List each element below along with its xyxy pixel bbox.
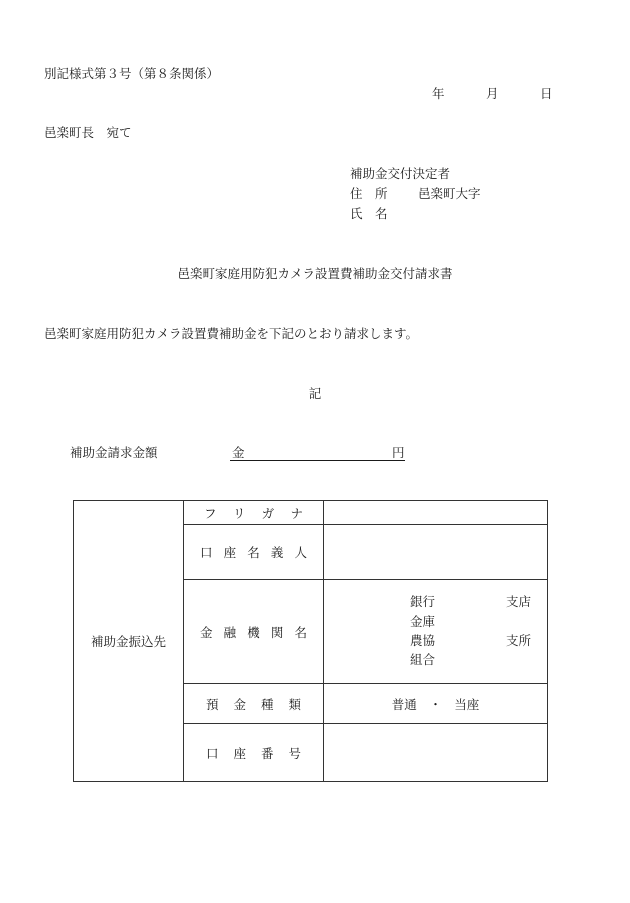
label-char: フ (204, 505, 217, 521)
label-char: 金 (233, 696, 246, 712)
label-char: 人 (294, 545, 307, 560)
label-char: 関 (270, 624, 284, 640)
section-label (74, 501, 184, 782)
label-financial-institution (184, 580, 324, 684)
amount-suffix: 円 (392, 445, 405, 460)
amount-underline (230, 460, 405, 461)
office-label: 支所 (506, 633, 532, 648)
shinkin-label: 金庫 (410, 614, 436, 629)
deposit-type-options: 普通 ・ 当座 (391, 696, 480, 712)
amount-prefix: 金 (232, 445, 245, 460)
label-char: 預 (206, 696, 219, 712)
label-char: 名 (247, 545, 260, 560)
branch-label: 支店 (506, 594, 532, 609)
label-char: ガ (261, 505, 275, 521)
label-char: 金 (200, 624, 213, 640)
label-char: 融 (223, 624, 237, 640)
label-char: 口 (206, 745, 219, 761)
address-label: 住 所 (350, 186, 388, 201)
address-value: 邑楽町大字 (418, 186, 481, 201)
label-char: リ (232, 505, 246, 521)
label-char: 名 (294, 624, 307, 640)
body-text: 邑楽町家庭用防犯カメラ設置費補助金を下記のとおり請求します。 (44, 326, 419, 341)
ki-heading: 記 (308, 386, 322, 401)
applicant-title: 補助金交付決定者 (350, 166, 451, 181)
label-char: 口 (200, 545, 213, 560)
account-number-field[interactable] (324, 724, 548, 782)
label-char: 類 (288, 696, 301, 712)
label-deposit-type (184, 684, 324, 724)
label-char: ナ (290, 505, 303, 521)
deposit-type-field[interactable] (324, 684, 548, 724)
name-label: 氏 名 (350, 206, 388, 221)
label-char: 機 (247, 624, 260, 640)
label-char: 号 (288, 745, 301, 761)
label-char: 種 (260, 696, 274, 712)
account-holder-field[interactable] (324, 525, 548, 580)
financial-institution-field[interactable] (324, 580, 548, 684)
label-furigana (184, 501, 324, 525)
label-char: 番 (260, 745, 274, 761)
label-account-holder (184, 525, 324, 580)
form-number: 別記様式第３号（第８条関係） (44, 66, 220, 81)
label-account-number (184, 724, 324, 782)
label-char: 座 (223, 545, 237, 560)
date-day: 日 (540, 86, 553, 101)
label-char: 義 (270, 545, 284, 560)
section-label-text: 補助金振込先 (90, 634, 166, 649)
addressee: 邑楽町長 宛て (44, 125, 132, 140)
kumiai-label: 組合 (410, 652, 436, 667)
bank-label: 銀行 (410, 594, 436, 609)
amount-label: 補助金請求金額 (70, 445, 158, 460)
nokyo-label: 農協 (410, 633, 436, 648)
transfer-table (73, 500, 548, 782)
furigana-field[interactable] (324, 501, 548, 525)
date-month: 月 (486, 86, 499, 101)
document-title: 邑楽町家庭用防犯カメラ設置費補助金交付請求書 (177, 266, 453, 281)
date-year: 年 (432, 86, 445, 101)
label-char: 座 (233, 745, 246, 761)
